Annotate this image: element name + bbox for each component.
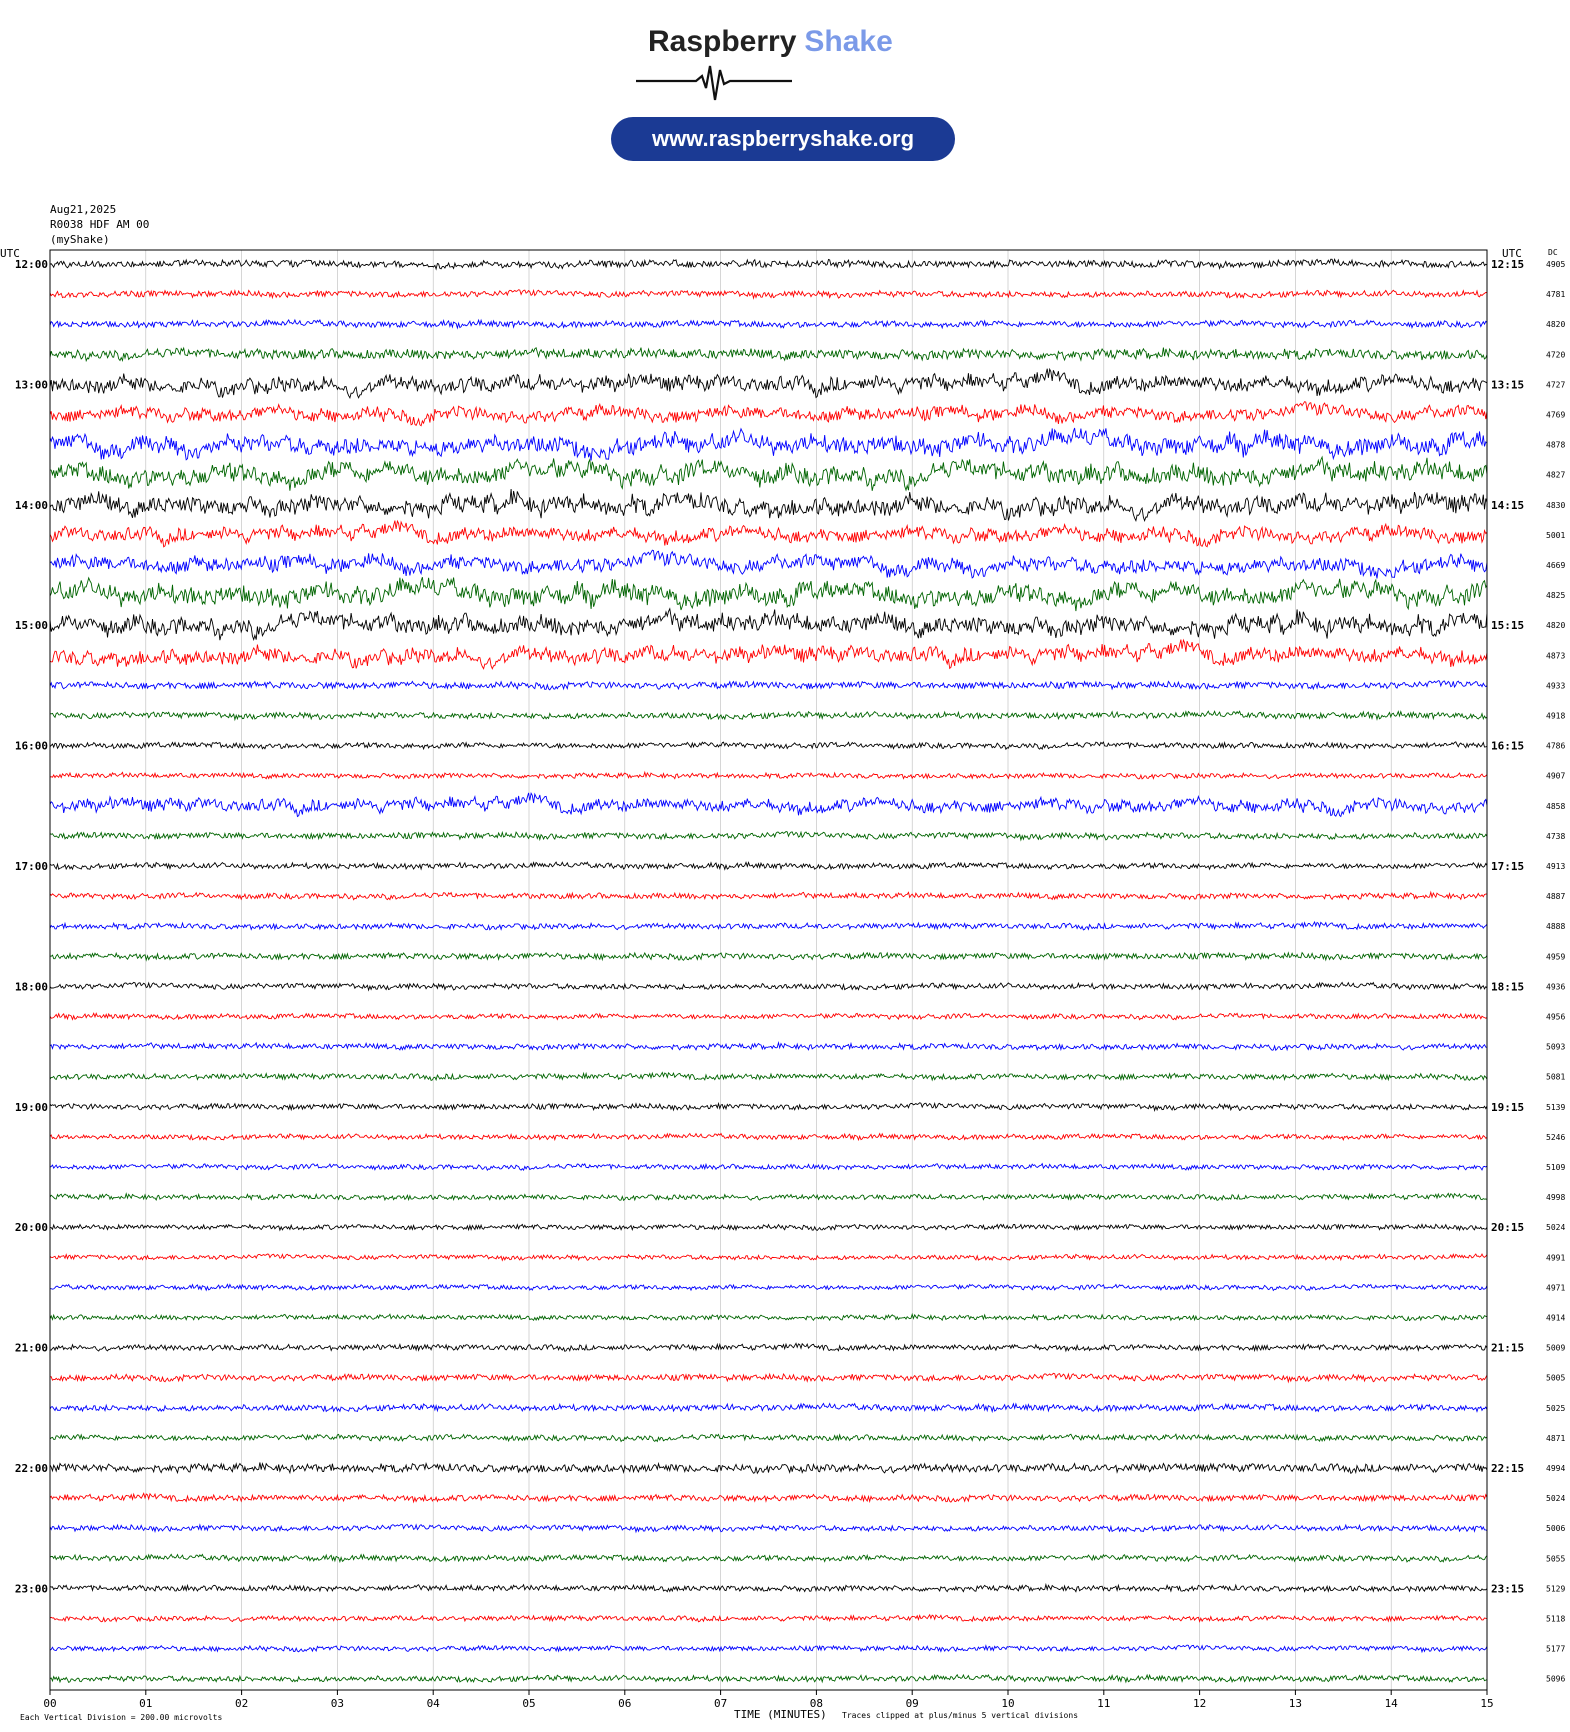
dc-offset-value: 4820 — [1546, 621, 1566, 631]
x-tick-label: 08 — [809, 1697, 824, 1710]
dc-offset-value: 5001 — [1546, 530, 1566, 540]
hour-label-right: 23:15 — [1491, 1582, 1525, 1596]
dc-offset-value: 4830 — [1546, 500, 1566, 510]
dc-offset-value: 4871 — [1546, 1433, 1566, 1443]
dc-offset-value: 5025 — [1546, 1403, 1566, 1413]
trace-line — [50, 320, 1487, 328]
dc-offset-value: 5024 — [1546, 1494, 1566, 1504]
dc-offset-value: 5081 — [1546, 1072, 1566, 1082]
hour-label-left: 12:00 — [14, 258, 48, 271]
right-utc-label: UTC — [1502, 247, 1522, 260]
hour-label-left: 13:00 — [14, 378, 48, 392]
trace-line — [50, 1675, 1487, 1683]
hour-label-right: 16:15 — [1491, 739, 1525, 753]
trace-line — [50, 609, 1487, 640]
dc-offset-value: 4820 — [1546, 320, 1566, 330]
dc-offset-value: 4887 — [1546, 892, 1566, 902]
dc-offset-value: 4873 — [1546, 651, 1566, 661]
dc-offset-value: 5024 — [1546, 1223, 1566, 1233]
dc-offset-value: 5009 — [1546, 1343, 1566, 1353]
x-tick-label: 12 — [1192, 1697, 1207, 1710]
svg-text:RaspberryShake: Raspberry Shake — [648, 25, 893, 58]
dc-offset-value: 4781 — [1546, 290, 1566, 300]
dc-offset-value: 5139 — [1546, 1102, 1566, 1112]
trace-line — [50, 953, 1487, 961]
x-tick-label: 10 — [1001, 1697, 1015, 1710]
dc-offset-value: 4918 — [1546, 711, 1566, 721]
trace-line — [50, 1103, 1487, 1111]
x-tick-labels — [43, 1690, 1493, 1710]
dc-header-label: DC — [1548, 248, 1558, 257]
trace-line — [50, 1284, 1487, 1290]
trace-line — [50, 1554, 1487, 1562]
x-tick-label: 01 — [139, 1697, 153, 1710]
x-tick-label: 04 — [426, 1697, 440, 1710]
trace-line — [50, 577, 1487, 611]
trace-line — [50, 793, 1487, 817]
trace-line — [50, 832, 1487, 840]
hour-label-left: 19:00 — [14, 1100, 48, 1114]
header-source: (myShake) — [50, 233, 110, 246]
dc-offset-value: 4727 — [1546, 380, 1566, 390]
trace-line — [50, 1493, 1487, 1502]
hour-label-right: 22:15 — [1491, 1462, 1525, 1475]
x-axis-title: TIME (MINUTES) — [734, 1708, 827, 1721]
trace-line — [50, 1434, 1487, 1441]
trace-lines — [50, 259, 1487, 1682]
trace-line — [50, 711, 1487, 719]
x-tick-label: 15 — [1480, 1697, 1494, 1710]
dc-offset-value: 4858 — [1546, 801, 1566, 811]
trace-line — [50, 681, 1487, 690]
trace-line — [50, 922, 1487, 930]
hour-label-left: 23:00 — [14, 1582, 48, 1596]
hour-label-left: 20:00 — [14, 1221, 48, 1235]
x-tick-label: 13 — [1288, 1697, 1303, 1710]
trace-line — [50, 402, 1487, 426]
trace-line — [50, 369, 1487, 398]
dc-offset-value: 4914 — [1546, 1313, 1566, 1323]
dc-offset-value: 4888 — [1546, 922, 1566, 932]
dc-offset-value: 5129 — [1546, 1584, 1566, 1594]
dc-offset-value: 4991 — [1546, 1253, 1566, 1263]
hour-label-left: 15:00 — [14, 619, 48, 633]
hour-label-right: 15:15 — [1491, 619, 1525, 633]
dc-offset-value: 5096 — [1546, 1674, 1566, 1684]
hour-label-right: 20:15 — [1491, 1221, 1525, 1235]
header-station: R0038 HDF AM 00 — [50, 218, 150, 231]
trace-line — [50, 489, 1487, 521]
dc-offset-value: 4907 — [1546, 771, 1566, 781]
dc-offset-value: 4825 — [1546, 591, 1566, 601]
x-tick-label: 09 — [905, 1697, 919, 1710]
hour-label-left: 16:00 — [14, 739, 48, 753]
trace-line — [50, 290, 1487, 298]
dc-offset-value: 5093 — [1546, 1042, 1566, 1052]
dc-offset-value: 4956 — [1546, 1012, 1566, 1022]
dc-offset-value: 4959 — [1546, 952, 1566, 962]
plot-frame — [50, 250, 1487, 1690]
dc-offset-value: 4936 — [1546, 982, 1566, 992]
dc-offset-value: 4905 — [1546, 260, 1566, 269]
hour-label-right: 21:15 — [1491, 1341, 1525, 1355]
x-tick-label: 02 — [234, 1697, 249, 1710]
x-tick-label: 07 — [713, 1697, 728, 1710]
trace-line — [50, 862, 1487, 869]
header-date: Aug21,2025 — [50, 203, 117, 216]
hour-label-right: 19:15 — [1491, 1100, 1525, 1114]
dc-offset-value: 4998 — [1546, 1193, 1566, 1203]
dc-offset-value: 5006 — [1546, 1524, 1566, 1534]
trace-line — [50, 1164, 1487, 1171]
dc-offset-value: 4971 — [1546, 1283, 1566, 1293]
dc-offset-labels — [1546, 260, 1565, 1684]
trace-line — [50, 1615, 1487, 1622]
dc-offset-value: 4720 — [1546, 350, 1566, 360]
trace-line — [50, 1404, 1487, 1412]
dc-offset-value: 5005 — [1546, 1373, 1566, 1383]
trace-line — [50, 1314, 1487, 1320]
hour-label-left: 21:00 — [14, 1341, 48, 1355]
trace-line — [50, 1524, 1487, 1532]
hour-label-right: 17:15 — [1491, 860, 1525, 873]
trace-line — [50, 1134, 1487, 1140]
hour-label-left: 18:00 — [14, 980, 48, 994]
left-utc-label: UTC — [0, 247, 20, 260]
hour-label-left: 17:00 — [14, 860, 48, 873]
dc-offset-value: 4994 — [1546, 1464, 1566, 1473]
hour-label-right: 12:15 — [1491, 258, 1525, 271]
trace-line — [50, 1254, 1487, 1260]
scale-note: Each Vertical Division = 200.00 microvolts — [20, 1713, 223, 1722]
dc-offset-value: 5109 — [1546, 1163, 1566, 1172]
x-tick-label: 03 — [330, 1697, 345, 1710]
trace-line — [50, 1043, 1487, 1050]
dc-offset-value: 4827 — [1546, 470, 1566, 480]
dc-offset-value: 4738 — [1546, 831, 1566, 841]
dc-offset-value: 5246 — [1546, 1132, 1566, 1142]
trace-line — [50, 1373, 1487, 1381]
trace-line — [50, 640, 1487, 669]
dc-offset-value: 4933 — [1546, 681, 1566, 691]
dc-offset-value: 4878 — [1546, 440, 1566, 450]
trace-line — [50, 550, 1487, 578]
hour-label-right: 14:15 — [1491, 498, 1525, 512]
trace-line — [50, 1585, 1487, 1592]
trace-line — [50, 742, 1487, 749]
x-tick-label: 00 — [43, 1697, 57, 1710]
x-tick-label: 11 — [1097, 1697, 1111, 1710]
trace-line — [50, 892, 1487, 899]
right-hour-labels — [1491, 258, 1524, 1595]
dc-offset-value: 5055 — [1546, 1554, 1566, 1564]
trace-line — [50, 772, 1487, 779]
x-tick-label: 14 — [1384, 1697, 1398, 1710]
trace-line — [50, 1013, 1487, 1019]
trace-line — [50, 457, 1487, 491]
dc-offset-value: 4913 — [1546, 862, 1566, 871]
dc-offset-value: 5118 — [1546, 1614, 1566, 1624]
trace-line — [50, 1463, 1487, 1474]
dc-offset-value: 4786 — [1546, 741, 1566, 751]
trace-line — [50, 259, 1487, 269]
trace-line — [50, 348, 1487, 361]
clip-note: Traces clipped at plus/minus 5 vertical divisions — [842, 1711, 1079, 1720]
trace-line — [50, 1193, 1487, 1200]
trace-line — [50, 1224, 1487, 1230]
left-hour-labels — [15, 258, 48, 1595]
svg-text:www.raspberryshake.org: www.raspberryshake.org — [651, 126, 915, 151]
dc-offset-value: 5177 — [1546, 1644, 1566, 1654]
hour-label-right: 13:15 — [1491, 378, 1525, 392]
trace-line — [50, 521, 1487, 547]
trace-line — [50, 1073, 1487, 1081]
trace-line — [50, 1343, 1487, 1351]
x-tick-label: 06 — [618, 1697, 632, 1710]
dc-offset-value: 4769 — [1546, 410, 1566, 420]
trace-line — [50, 1645, 1487, 1652]
dc-offset-value: 4669 — [1546, 561, 1566, 570]
x-tick-label: 05 — [522, 1697, 536, 1710]
trace-line — [50, 428, 1487, 460]
hour-label-right: 18:15 — [1491, 980, 1525, 994]
trace-line — [50, 982, 1487, 990]
hour-label-left: 14:00 — [14, 498, 48, 512]
hour-label-left: 22:00 — [14, 1462, 48, 1475]
